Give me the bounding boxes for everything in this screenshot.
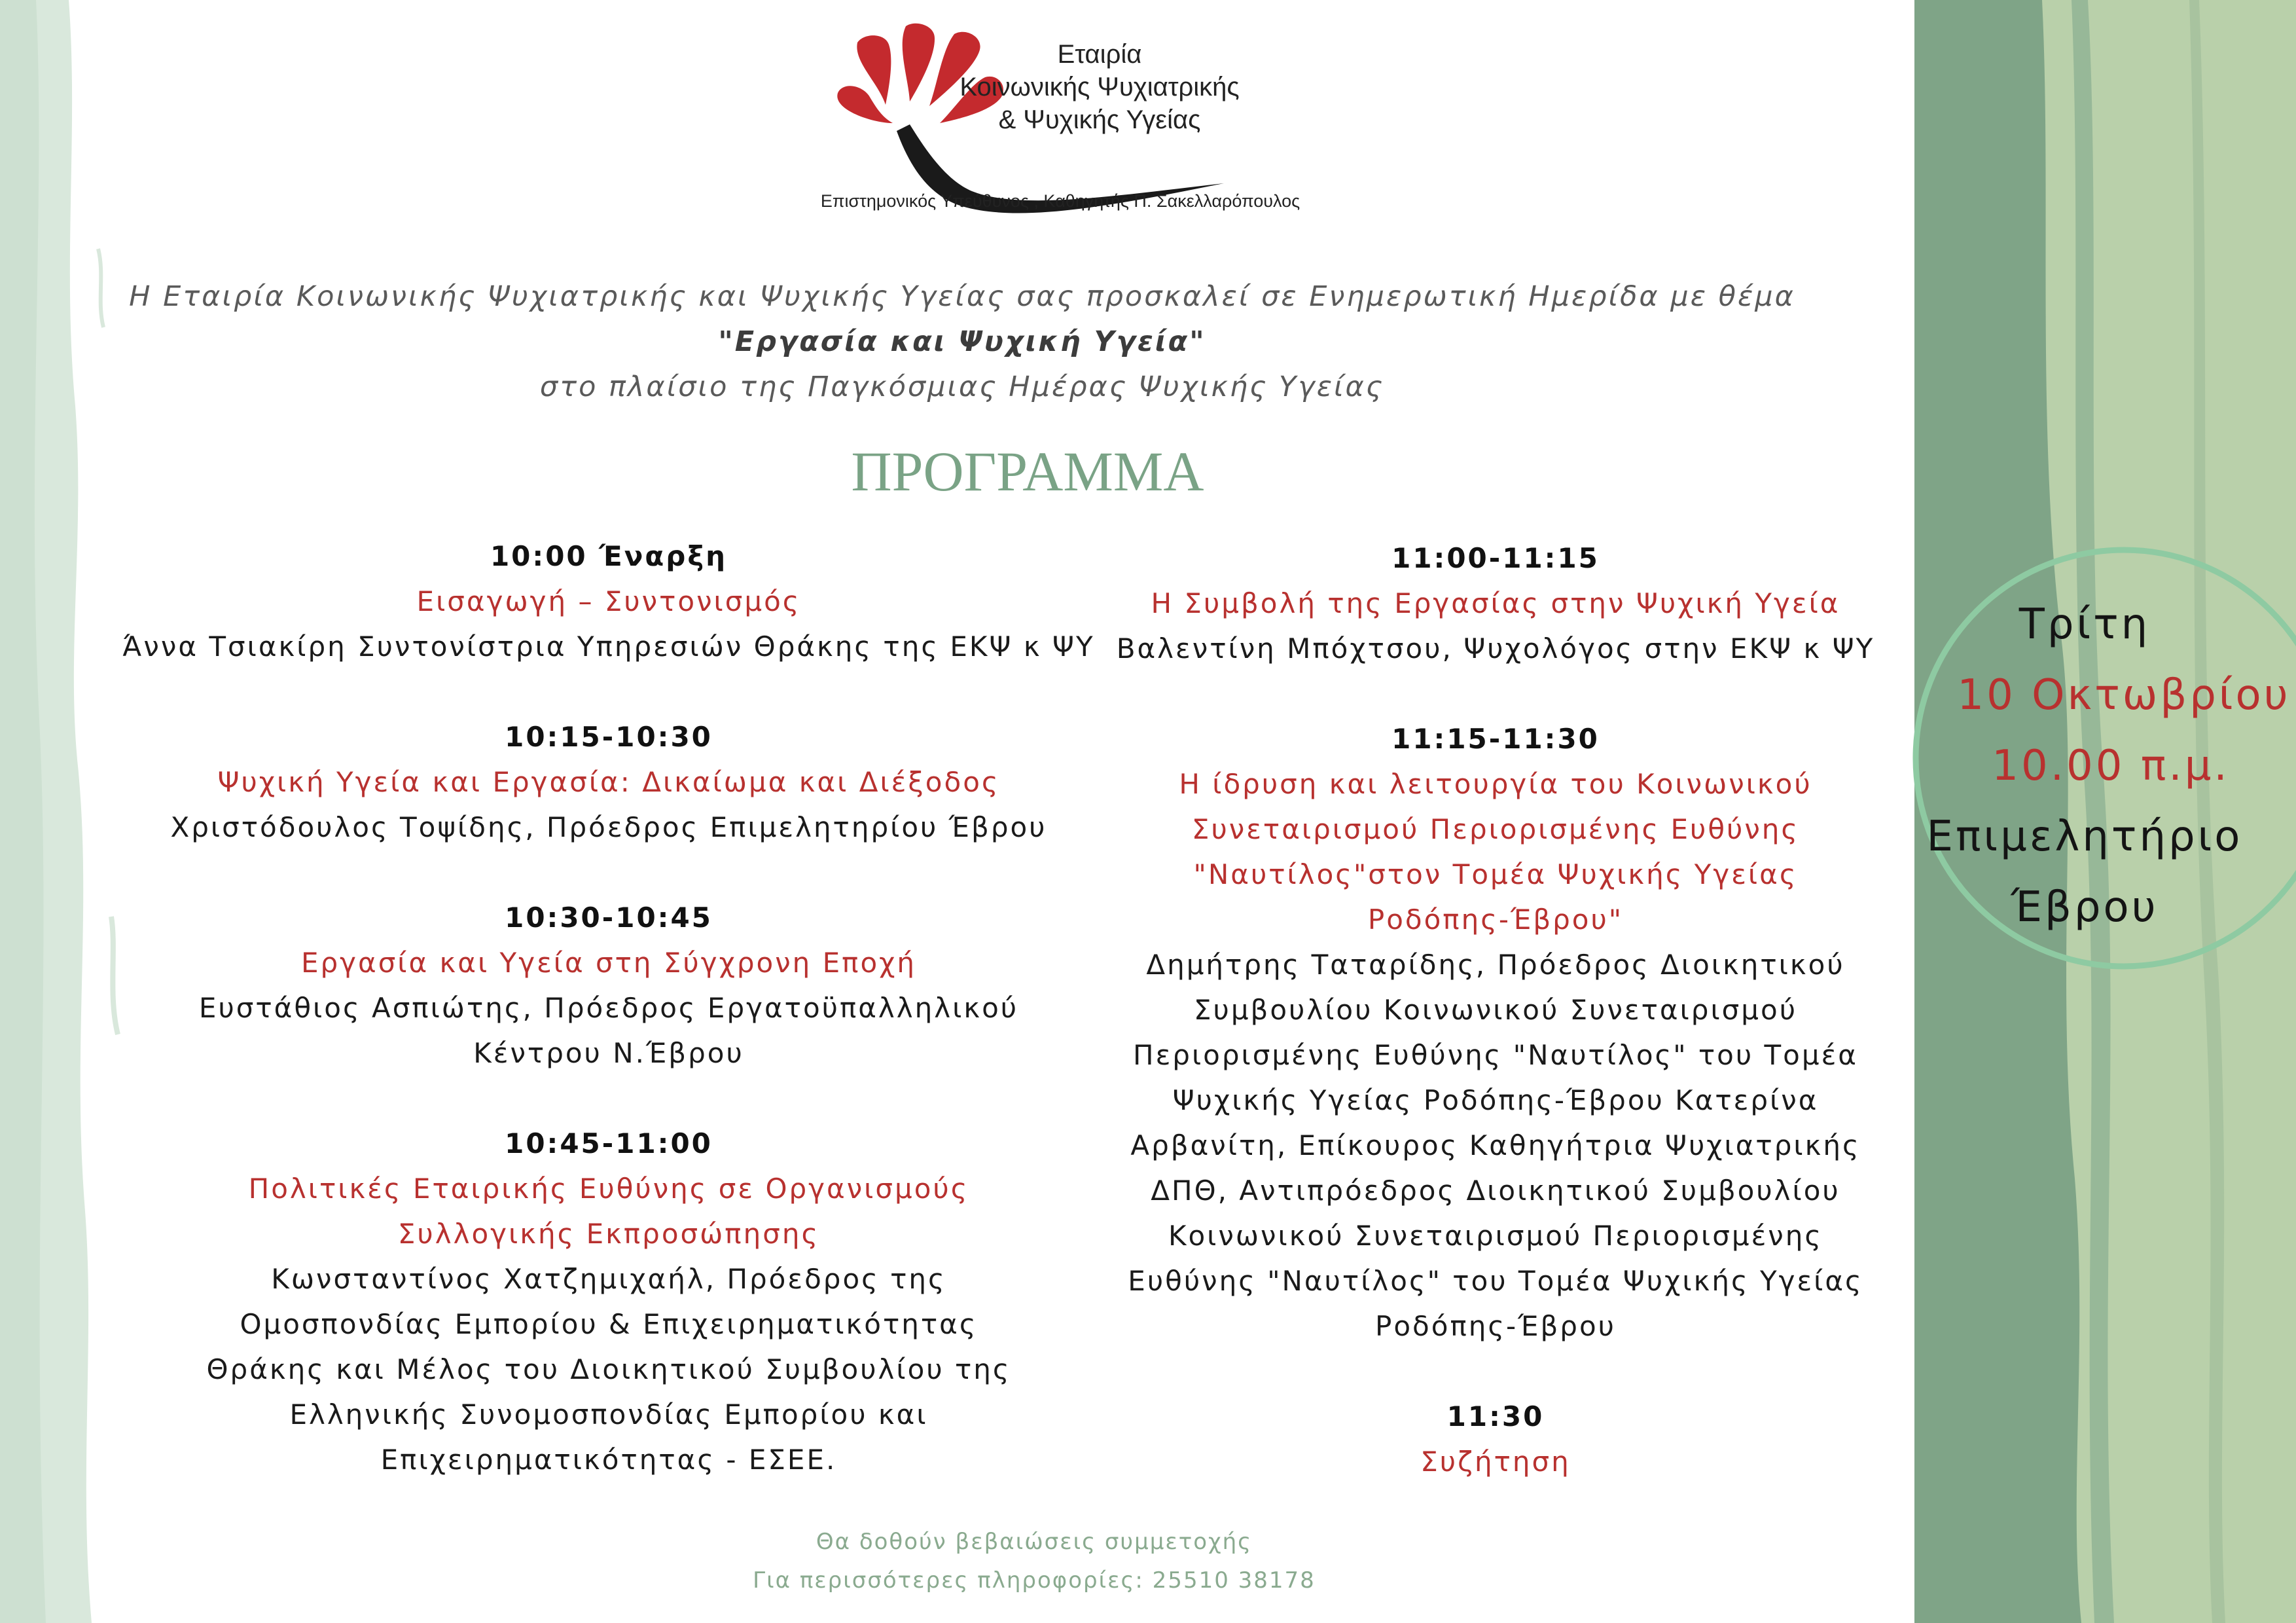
slot-topic: Εισαγωγή – Συντονισμός <box>416 585 801 617</box>
org-name-line: Κοινωνικής Ψυχιατρικής <box>960 73 1240 101</box>
slot-time: 11:00-11:15 <box>1391 542 1600 574</box>
slot-speaker: Βαλεντίνη Μπόχτσου, Ψυχολόγος στην ΕΚΨ κ ΨΥ <box>1116 632 1875 665</box>
org-name-line: Εταιρία <box>1057 40 1142 69</box>
slot-time: 10:00 Έναρξη <box>490 540 728 572</box>
contact-info: Για περισσότερες πληροφορίες: 25510 38178 <box>753 1567 1316 1594</box>
left-brush-streak <box>98 249 103 327</box>
slot-speaker: Δημήτρης Ταταρίδης, Πρόεδρος Διοικητικού Συμβουλίου Κοινωνικού Συνεταιρισμού Περιορισμένης Ευθύνης "Ναυτίλος" του Τομέα Ψυχικής Υγείας Ροδόπης-Έβρου Κατερίνα Αρβανίτη, Επίκουρος Καθηγήτρια Ψυχιατρικής ΔΠΘ, Αντιπρόεδρος Διοικητικού Συμβουλίου Κοινωνικού Συνεταιρισμού Περιορισμένης Ευθύνης "Ναυτίλος" του Τομέα Ψυχικής Υγείας Ροδόπης-Έβρου <box>1128 949 1863 1342</box>
slot-topic: Η Συμβολή της Εργασίας στην Ψυχική Υγεία <box>1151 587 1840 619</box>
program-slot <box>118 534 1100 669</box>
slot-topic: Πολιτικές Εταιρικής Ευθύνης σε Οργανισμούς Συλλογικής Εκπροσώπησης <box>248 1173 969 1250</box>
program-slot <box>1100 716 1892 1349</box>
scientific-supervisor: Επιστημονικός Υπεύθυνος , Καθηγητής Π. Σακελλαρόπουλος <box>820 191 1300 211</box>
intro-line: Η Εταιρία Κοινωνικής Ψυχιατρικής και Ψυχικής Υγείας σας προσκαλεί σε Ενημερωτική Ημερίδα με θέμα <box>129 280 1795 313</box>
slot-topic: Συζήτηση <box>1420 1446 1571 1478</box>
slot-speaker: Χριστόδουλος Τοψίδης, Πρόεδρος Επιμελητηρίου Έβρου <box>170 811 1047 843</box>
event-details <box>1926 589 2291 943</box>
program-slot <box>118 895 1100 1076</box>
slot-speaker: Άννα Τσιακίρη Συντονίστρια Υπηρεσιών Θράκης της ΕΚΨ κ ΨΥ <box>122 630 1095 663</box>
slot-topic: Εργασία και Υγεία στη Σύγχρονη Εποχή <box>300 947 917 979</box>
slot-speaker: Ευστάθιος Ασπιώτης, Πρόεδρος Εργατοϋπαλληλικού Κέντρου Ν.Έβρου <box>198 992 1019 1069</box>
slot-time: 11:30 <box>1446 1400 1545 1432</box>
program-slot <box>118 714 1100 850</box>
program-slot <box>1100 536 1892 671</box>
event-title: "Εργασία και Ψυχική Υγεία" <box>718 325 1206 358</box>
slot-topic: Ψυχική Υγεία και Εργασία: Δικαίωμα και Διέξοδος <box>217 766 1000 798</box>
event-venue-city: Έβρου <box>2011 883 2159 932</box>
slot-time: 10:15-10:30 <box>505 721 713 753</box>
certificates-note: Θα δοθούν βεβαιώσεις συμμετοχής <box>816 1529 1253 1555</box>
slot-time: 10:30-10:45 <box>505 902 713 934</box>
program-slot <box>1100 1394 1892 1484</box>
organization-name <box>942 38 1257 136</box>
org-name-line: & Ψυχικής Υγείας <box>998 105 1201 134</box>
event-day: Τρίτη <box>2018 600 2151 649</box>
left-brush-streak <box>111 917 118 1034</box>
intro-context: στο πλαίσιο της Παγκόσμιας Ημέρας Ψυχικής Υγείας <box>539 371 1385 403</box>
slot-topic: Η ίδρυση και λειτουργία του Κοινωνικού Συνεταιρισμού Περιορισμένης Ευθύνης "Ναυτίλος"στον Τομέα Ψυχικής Υγείας Ροδόπης-Έβρου" <box>1179 768 1812 936</box>
slot-speaker: Κωνσταντίνος Χατζημιχαήλ, Πρόεδρος της Ομοσπονδίας Εμπορίου & Επιχειρηματικότητας Θράκης και Μέλος του Διοικητικού Συμβουλίου της Ελληνικής Συνομοσπονδίας Εμπορίου και Επιχειρηματικότητας - ΕΣΕΕ. <box>206 1263 1011 1476</box>
program-left-column <box>118 534 1100 1527</box>
event-venue: Επιμελητήριο <box>1926 812 2243 861</box>
event-date: 10 Οκτωβρίου <box>1957 671 2291 720</box>
program-title: ΠΡΟΓΡΑΜΜΑ <box>851 440 1204 503</box>
program-right-column <box>1100 536 1892 1529</box>
slot-time: 11:15-11:30 <box>1391 723 1600 755</box>
slot-time: 10:45-11:00 <box>505 1127 713 1159</box>
event-time: 10.00 π.μ. <box>1992 742 2230 790</box>
program-slot <box>118 1121 1100 1482</box>
